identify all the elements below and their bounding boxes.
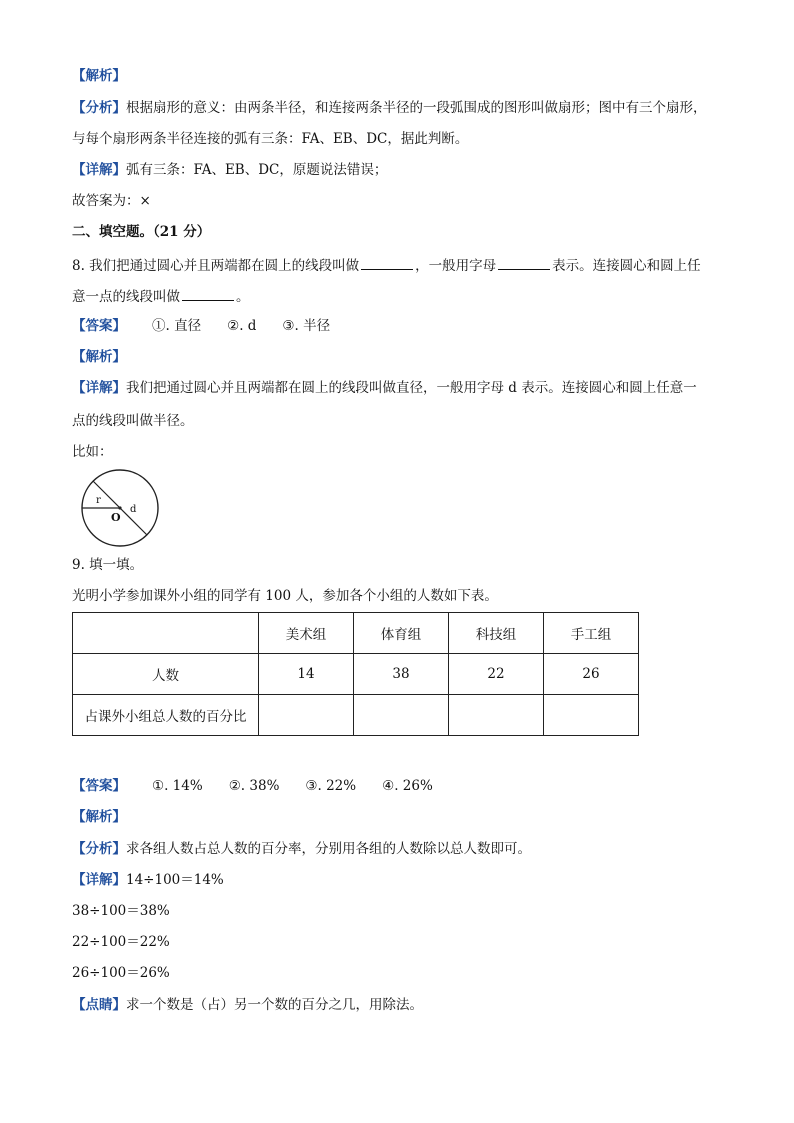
q7-analysis-heading [72,67,126,85]
xiangjie-tag: 【详解】 [72,380,126,396]
q8-detail-text1: 我们把通过圆心并且两端都在圆上的线段叫做直径，一般用字母 d 表示。连接圆心和圆上任意一 [126,380,697,396]
q8-question-line1 [72,256,701,275]
q8-answer-3: ③. 半径 [282,318,331,334]
q8-text-c: 表示。连接圆心和圆上任 [552,258,701,274]
table-header-row [73,613,639,654]
q9-analysis-heading [72,808,126,826]
q9-answer-1: ①. 14% [152,778,203,794]
jiexi-tag: 【解析】 [72,68,126,84]
table-cell [449,695,544,736]
table-cell [259,695,354,736]
q7-conclusion: 故答案为：× [72,193,151,209]
table-cell: 占课外小组总人数的百分比 [73,695,259,736]
table-cell: 14 [259,654,354,695]
q7-analysis-line2: 与每个扇形两条半径连接的弧有三条：FA、EB、DC，据此判断。 [72,131,469,147]
q9-analysis [72,840,531,858]
q9-answer-3: ③. 22% [305,778,357,794]
q8-analysis-heading [72,348,126,366]
q9-answer [72,777,433,795]
q8-text-d: 意一点的线段叫做 [72,289,180,305]
q8-example-label: 比如： [72,444,113,460]
table-row [73,654,639,695]
calc-line: 26÷100＝26% [72,965,170,981]
table-cell [544,695,639,736]
table-header-cell: 科技组 [449,613,544,654]
q9-answer-2: ②. 38% [228,778,280,794]
q7-detail-text: 弧有三条：FA、EB、DC，原题说法错误； [126,162,388,178]
table-header-cell: 美术组 [259,613,354,654]
q8-detail-line2: 点的线段叫做半径。 [72,413,194,429]
answer-blank [498,256,550,270]
center-point [118,506,121,509]
q9-answer-4: ④. 26% [382,778,433,794]
table-cell: 22 [449,654,544,695]
table-header-cell: 体育组 [354,613,449,654]
section-heading: 二、填空题。（21 分） [72,224,211,240]
q8-detail-line1 [72,379,697,397]
calc-line: 14÷100＝14% [126,872,224,888]
fenxi-tag: 【分析】 [72,841,126,857]
calc-line: 38÷100＝38% [72,903,170,919]
fenxi-tag: 【分析】 [72,100,126,116]
label-o: O [111,511,121,524]
label-r: r [96,495,101,506]
label-d: d [130,504,137,515]
jiexi-tag: 【解析】 [72,349,126,365]
q9-intro: 光明小学参加课外小组的同学有 100 人，参加各个小组的人数如下表。 [72,588,498,604]
jiexi-tag: 【解析】 [72,809,126,825]
q7-analysis-text1: 根据扇形的意义：由两条半径，和连接两条半径的一段弧围成的图形叫做扇形；图中有三个扇形， [126,100,707,116]
xiangjie-tag: 【详解】 [72,872,126,888]
calc-line: 22÷100＝22% [72,934,170,950]
q9-tip-text: 求一个数是（占）另一个数的百分之几，用除法。 [126,997,423,1013]
table-header-cell [73,613,259,654]
table-row [73,695,639,736]
table-cell: 38 [354,654,449,695]
q8-answer [72,317,330,335]
q9-title: 9. 填一填。 [72,557,144,573]
answer-blank [361,256,413,270]
answer-blank [182,287,234,301]
q7-detail [72,161,387,179]
q7-analysis-line1 [72,99,707,117]
dianjing-tag: 【点睛】 [72,997,126,1013]
q9-tip [72,996,423,1014]
daan-tag: 【答案】 [72,318,126,334]
q8-text-b: ，一般用字母 [415,258,497,274]
q9-detail [72,871,224,889]
q8-text-e: 。 [236,289,250,305]
q8-text-a: 8. 我们把通过圆心并且两端都在圆上的线段叫做 [72,258,360,274]
table-cell: 26 [544,654,639,695]
q8-question-line2 [72,287,250,306]
q8-answer-2: ②. d [227,318,257,334]
q9-analysis-text: 求各组人数占总人数的百分率，分别用各组的人数除以总人数即可。 [126,841,531,857]
table-cell [354,695,449,736]
daan-tag: 【答案】 [72,778,126,794]
table-header-cell: 手工组 [544,613,639,654]
group-table [72,612,639,736]
circle-diagram [78,466,162,550]
q8-answer-1: ①. 直径 [152,318,202,334]
table-cell: 人数 [73,654,259,695]
xiangjie-tag: 【详解】 [72,162,126,178]
